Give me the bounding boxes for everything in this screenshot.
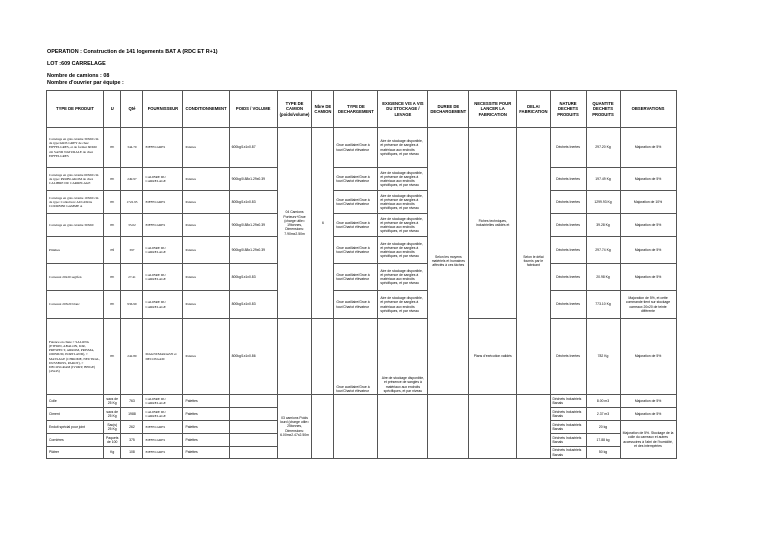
- table-row: [47, 319, 677, 395]
- col-fournisseur: FOURNISSEUR: [143, 91, 183, 128]
- cell-poids: [229, 421, 277, 434]
- cell-type: Carreaux 20X20 blanc: [47, 291, 104, 319]
- col-type-dechargement: TYPE DE DECHARGEMENT: [334, 91, 378, 128]
- cell-fournisseur: CALIBRE DU CARRELAGE: [143, 291, 183, 319]
- table-row: [47, 191, 677, 214]
- cell-type: Carrelage en grès cérame 30X60: [47, 214, 104, 237]
- cell-quantite: 20.98 Kg: [586, 264, 620, 291]
- cell-obs: Majoration de 5%: [620, 264, 676, 291]
- cell-type: Ciment: [47, 408, 104, 421]
- cell-type-camion-empty: [277, 319, 312, 395]
- cell-unit: Paquets de 100: [104, 434, 121, 447]
- cell-poids: [229, 408, 277, 421]
- cell-exigence: Aire de stockage disponible, et présence de sangles à matériaux aux endroits spécifiques, et par niveau: [378, 128, 428, 168]
- cell-poids: 800kg/1x1x0.83: [229, 264, 277, 291]
- cell-obs: Majoration de 5%: [620, 395, 676, 408]
- cell-dechargement: Grue auxiliaire/Grue à tour/Chariot élévateur: [334, 168, 378, 191]
- cell-quantite: 8.00 m3: [586, 395, 620, 408]
- cell-dechargement: Grue auxiliaire/Grue à tour/Chariot élévateur: [334, 264, 378, 291]
- cell-quantite: 20 kg: [586, 421, 620, 434]
- cell-type: Carrelage en grès cérame 60X60 cm de type: PROBLAKOM de chez CALIBRE DU CARRELAGE: [47, 168, 104, 191]
- cell-unit: sacs de 25 Kg: [104, 408, 121, 421]
- cell-fournisseur: EIFFELGRES: [143, 128, 183, 168]
- cell-type: Carrelage en grès cérame 10X60 cm de type: Collection: AUGURIA COURBINI GAMME A: [47, 191, 104, 214]
- cell-exigence: Aire de stockage disponible, et présence de sangles à matériaux aux endroits spécifiques, et par niveau: [378, 237, 428, 264]
- workers-count: Nombre d'ouvrier par équipe :: [47, 80, 124, 86]
- cell-exigence: Aire de stockage disponible, et présence de sangles à matériaux aux endroits spécifiques, et par niveau: [378, 191, 428, 214]
- cell-unit: ml: [104, 237, 121, 264]
- cell-qte: 1988: [121, 408, 143, 421]
- cell-cond: Palettes: [183, 319, 229, 395]
- logistics-table: [46, 90, 677, 459]
- cell-necessite-plans: Plans d'exécution validés: [469, 319, 517, 395]
- cell-unit: m²: [104, 319, 121, 395]
- cell-type: Plinthes: [47, 237, 104, 264]
- cell-necessite-b: [469, 395, 517, 459]
- cell-poids: 900kg/0.88x1.29x0.39: [229, 237, 277, 264]
- cell-cond: Palettes: [183, 395, 229, 408]
- cell-duree: Selon les moyens matériels et humaines affectés à ces tâches: [428, 128, 469, 395]
- col-delai: DELAI FABRICATION: [517, 91, 550, 128]
- cell-poids: [229, 434, 277, 447]
- cell-cond: Palettes: [183, 447, 229, 459]
- cell-obs: Majoration de 5%. Stockage de la colle du carreaux et autres accessoires à l'abri de l'humidité, et des intempéries: [620, 421, 676, 459]
- cell-qte: 262: [121, 421, 143, 434]
- cell-dechargement-b: [334, 395, 378, 459]
- cell-nbre-camion-b: [312, 395, 334, 459]
- col-observations: OBSERVATIONS: [620, 91, 676, 128]
- cell-fournisseur: MAGNI/MARAZZI et DECOSGAM: [143, 319, 183, 395]
- cell-obs: Majoration de 5%, et cette commande tient sur stockage carreaux 20x20 de teinte différente: [620, 291, 676, 319]
- cell-exigence: Aire de stockage disponible, et présence de sangles à matériaux aux endroits spécifiques, et par niveau: [378, 291, 428, 319]
- cell-unit: m²: [104, 214, 121, 237]
- cell-nature: Déchets Inertes: [550, 128, 586, 168]
- cell-exigence: Aire de stockage disponible, et présence de sangles à matériaux aux endroits spécifiques, et par niveau: [378, 319, 428, 395]
- col-poids-volume: POIDS / VOLUME: [229, 91, 277, 128]
- cell-cond: Palettes: [183, 421, 229, 434]
- cell-fournisseur: CALIBRE DU CARRELAGE: [143, 168, 183, 191]
- cell-obs: Majoration de 10%: [620, 191, 676, 214]
- cell-nature: Déchets Industriels Banals: [550, 421, 586, 434]
- trucks-count: Nombre de camions : 08: [47, 73, 110, 79]
- cell-nature: Déchets Inertes: [550, 168, 586, 191]
- cell-nature: Déchets Inertes: [550, 237, 586, 264]
- cell-fournisseur: CALIBRE DU CARRELAGE: [143, 264, 183, 291]
- cell-type-camion-b: 03 camions Poids lourd (charge utile= 25tonnes, Dimensions: 6.00mx2.47x2.50m: [277, 395, 312, 459]
- cell-type: Carrelage en grès cérame 30X60 cm de type:GRIS GREY de chez EIFFELGRES, et de format 60X60 cm SAND NATURALE de chez EIFFELGRES: [47, 128, 104, 168]
- cell-unit: Sac(s) 25 Kg: [104, 421, 121, 434]
- cell-qte: 249.97: [121, 168, 143, 191]
- cell-type: Cornières: [47, 434, 104, 447]
- cell-fournisseur: EIFFELGRES: [143, 191, 183, 214]
- cell-type-camion-a: 04 Camions Porteurs+Grue (charge utile= 19tonnes, Dimensions: 7.90mx2.50m: [277, 128, 312, 319]
- cell-qte: 375: [121, 434, 143, 447]
- cell-duree-b: [428, 395, 469, 459]
- table-row: [47, 168, 677, 191]
- cell-poids: 800kg/1x1x0.83: [229, 291, 277, 319]
- cell-fournisseur: EIFFELGRES: [143, 434, 183, 447]
- cell-necessite: Fiches techniques, industrielles validés et: [469, 128, 517, 319]
- cell-dechargement: Grue auxiliaire/Grue à tour/Chariot élévateur: [334, 128, 378, 168]
- cell-unit: m²: [104, 128, 121, 168]
- cell-poids: [229, 395, 277, 408]
- cell-nature: Déchets Inertes: [550, 319, 586, 395]
- table-row: [47, 291, 677, 319]
- cell-obs: Majoration de 5%: [620, 237, 676, 264]
- cell-qte: 397: [121, 237, 143, 264]
- cell-qte: 936.99: [121, 291, 143, 319]
- cell-dechargement: Grue auxiliaire/Grue à tour/Chariot élévateur: [334, 214, 378, 237]
- cell-qte: 344.70: [121, 128, 143, 168]
- col-type-camion: TYPE DE CAMION (poids/volume): [277, 91, 312, 128]
- cell-quantite: 297.74 Kg: [586, 237, 620, 264]
- table-row: [47, 264, 677, 291]
- cell-quantite: 50 kg: [586, 447, 620, 459]
- cell-fournisseur: CALIBRE DU CARRELAGE: [143, 395, 183, 408]
- cell-qte: 1722.95: [121, 191, 143, 214]
- cell-quantite: 782 Kg: [586, 319, 620, 395]
- cell-obs: Majoration de 5%: [620, 214, 676, 237]
- cell-poids: [229, 447, 277, 459]
- cell-cond: Palettes: [183, 291, 229, 319]
- cell-poids: 900kg/0.88x1.29x0.39: [229, 168, 277, 191]
- cell-fournisseur: CALIBRE DU CARRELAGE: [143, 237, 183, 264]
- col-exigence: EXIGENCE VIS A VIS DU STOCKAGE / LEVAGE: [378, 91, 428, 128]
- cell-dechargement: Grue auxiliaire/Grue à tour/Chariot élévateur: [334, 291, 378, 319]
- cell-delai: Selon le délai fournis par le fabricant: [517, 128, 550, 395]
- cell-exigence: Aire de stockage disponible, et présence de sangles à matériaux aux endroits spécifiques, et par niveau: [378, 168, 428, 191]
- cell-nature: Déchets Inertes: [550, 291, 586, 319]
- cell-nature: Déchets Industriels Banals: [550, 408, 586, 421]
- cell-dechargement: Grue auxiliaire/Grue à tour/Chariot élévateur: [334, 191, 378, 214]
- cell-type: Colle: [47, 395, 104, 408]
- cell-dechargement: Grue auxiliaire/Grue à tour/Chariot élévateur: [334, 237, 378, 264]
- cell-quantite: 17.88 kg: [586, 434, 620, 447]
- cell-poids: 600kg/1x1x0.87: [229, 128, 277, 168]
- col-unit: U: [104, 91, 121, 128]
- cell-qte: 763: [121, 395, 143, 408]
- cell-fournisseur: EIFFELGRES: [143, 421, 183, 434]
- cell-nature: Déchets Industriels Banals: [550, 434, 586, 447]
- cell-nbre-camion-a: 6: [312, 128, 334, 319]
- cell-unit: m²: [104, 191, 121, 214]
- cell-fournisseur: EIFFELGRES: [143, 447, 183, 459]
- cell-obs: Majoration de 5%: [620, 168, 676, 191]
- cell-obs: Majoration de 5%: [620, 408, 676, 421]
- col-duree: DUREE DE DECHARGEMENT: [428, 91, 469, 128]
- cell-nature: Déchets Industriels Banals: [550, 447, 586, 459]
- cell-fournisseur: CALIBRE DU CARRELAGE: [143, 408, 183, 421]
- table-row: [47, 214, 677, 237]
- cell-qte: 108: [121, 447, 143, 459]
- col-qte: Qté: [121, 91, 143, 128]
- cell-poids: 800kg/1x1x0.86: [229, 319, 277, 395]
- cell-unit: Kg: [104, 447, 121, 459]
- cell-type: Enduit spécial pour joint: [47, 421, 104, 434]
- cell-cond: Palettes: [183, 191, 229, 214]
- cell-poids: 900kg/0.88x1.29x0.39: [229, 214, 277, 237]
- cell-cond: Palettes: [183, 128, 229, 168]
- cell-type: Faïence en chute > SALONG (ETHON, ABALON, IOR, PRESPECT, ARROM, PRISMA, OMNIUM, PORTLAND), > MASSAGE (CHROME, NEUTRAL, DUSSBOSS, PAROT), > DECOSGRAM (IVORY, BEIGE) (45x45): [47, 319, 104, 395]
- cell-nature: Déchets Inertes: [550, 214, 586, 237]
- cell-poids: 800kg/1x1x0.83: [229, 191, 277, 214]
- table-header-row: [47, 91, 677, 128]
- cell-unit: m²: [104, 291, 121, 319]
- cell-quantite: 297.20 Kg: [586, 128, 620, 168]
- operation-title: OPERATION : Construction de 141 logements BAT A (RDC ET R+1): [47, 49, 218, 55]
- cell-obs: Majoration de 5%: [620, 128, 676, 168]
- cell-type: Plâtrer: [47, 447, 104, 459]
- col-necessite: NECESSITE POUR LANCER LA FABRICATION: [469, 91, 517, 128]
- cell-qte: 35.02: [121, 214, 143, 237]
- cell-quantite: 39.28 Kg: [586, 214, 620, 237]
- cell-nature: Déchets Inertes: [550, 264, 586, 291]
- cell-nbre-camion-empty: [312, 319, 334, 395]
- col-nature: NATURE DECHETS PRODUITS: [550, 91, 586, 128]
- cell-unit: m²: [104, 168, 121, 191]
- cell-nature: Déchets Industriels Banals: [550, 395, 586, 408]
- cell-cond: Palettes: [183, 408, 229, 421]
- cell-unit: sacs de 25 Kg: [104, 395, 121, 408]
- cell-cond: Palettes: [183, 168, 229, 191]
- cell-dechargement: Grue auxiliaire/Grue à tour/Chariot élévateur: [334, 319, 378, 395]
- cell-qte: 27.41: [121, 264, 143, 291]
- cell-quantite: 1299.93 Kg: [586, 191, 620, 214]
- cell-nature: Déchets Inertes: [550, 191, 586, 214]
- cell-cond: Palettes: [183, 214, 229, 237]
- table-row: [47, 237, 677, 264]
- cell-exigence: Aire de stockage disponible, et présence de sangles à matériaux aux endroits spécifiques, et par niveau: [378, 214, 428, 237]
- cell-quantite: 2.37 m3: [586, 408, 620, 421]
- table-row: [47, 128, 677, 168]
- cell-qte: 242.80: [121, 319, 143, 395]
- cell-unit: m²: [104, 264, 121, 291]
- cell-delai-b: [517, 395, 550, 459]
- col-conditionnement: CONDITIONNEMENT: [183, 91, 229, 128]
- col-nbre-camion: Nbre DE CAMION: [312, 91, 334, 128]
- cell-quantite: 773.10 Kg: [586, 291, 620, 319]
- cell-exigence-b: [378, 395, 428, 459]
- cell-cond: Palettes: [183, 237, 229, 264]
- cell-obs: Majoration de 5%: [620, 319, 676, 395]
- table-row: [47, 395, 677, 408]
- col-type-produit: TYPE DE PRODUIT: [47, 91, 104, 128]
- cell-exigence: Aire de stockage disponible, et présence de sangles à matériaux aux endroits spécifiques, et par niveau: [378, 264, 428, 291]
- col-quantite-dechets: QUANTITE DECHETS PRODUITS: [586, 91, 620, 128]
- cell-type: Carreaux 20x20 seglfen: [47, 264, 104, 291]
- cell-cond: Palettes: [183, 264, 229, 291]
- cell-quantite: 197.49 Kg: [586, 168, 620, 191]
- cell-cond: Palettes: [183, 434, 229, 447]
- cell-fournisseur: EIFFELGRES: [143, 214, 183, 237]
- lot-title: LOT :609 CARRELAGE: [47, 61, 106, 67]
